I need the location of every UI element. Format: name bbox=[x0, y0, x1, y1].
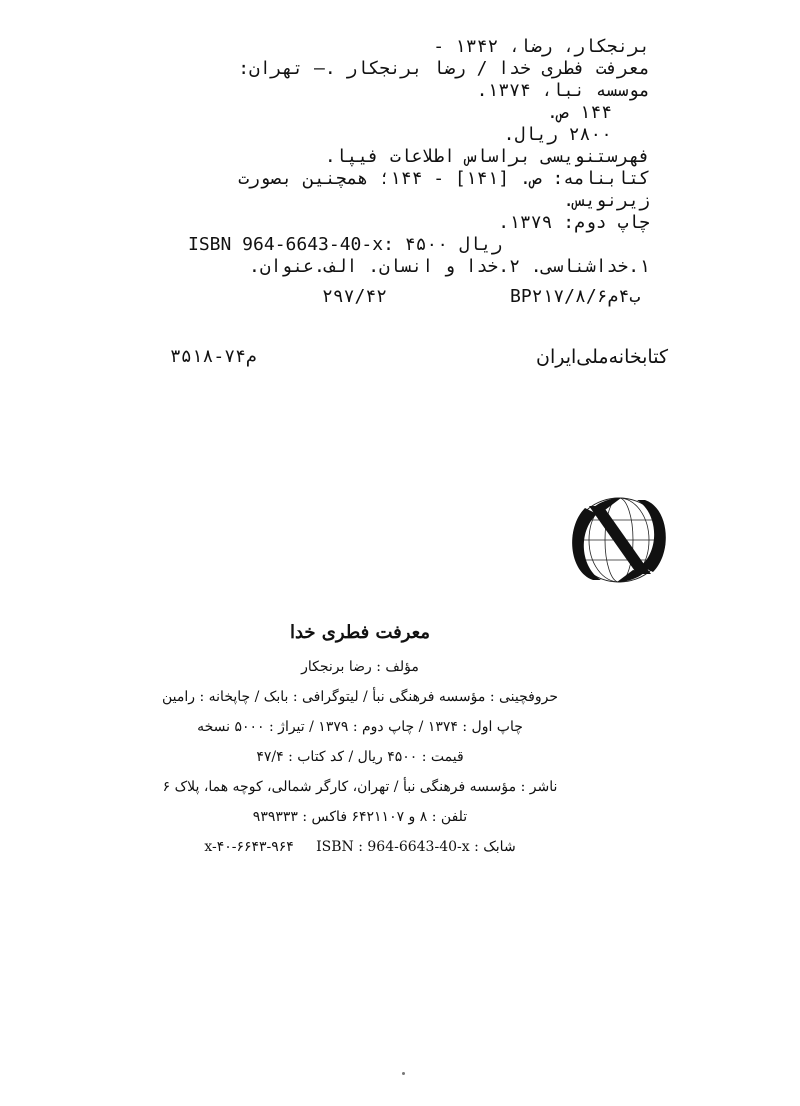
cip-pages-line: ۱۴۴ ص. bbox=[546, 102, 612, 123]
cip-title-line: معرفت فطری خدا / رضا برنجکار .— تهران: bbox=[238, 58, 650, 79]
dewey-number: ۲۹۷/۴۲ bbox=[322, 286, 388, 307]
imprint-block bbox=[80, 618, 640, 862]
publisher-line: ناشر : مؤسسه فرهنگی نبأ / تهران، کارگر شمالی، کوچه هما، پلاک ۶ bbox=[162, 779, 558, 795]
cip-fipa-line: فهرستنویسی براساس اطلاعات فیپا. bbox=[324, 146, 650, 167]
cip-bibliography-line: کتابنامه: ص. [۱۴۱] - ۱۴۴؛ همچنین بصورت bbox=[238, 168, 650, 189]
cip-subjects-line: ۱.خداشناسی. ۲.خدا و انسان. الف.عنوان. bbox=[249, 256, 650, 277]
library-row bbox=[0, 346, 800, 374]
cip-footnote-line: زیرنویس. bbox=[563, 190, 650, 211]
book-title: معرفت فطری خدا bbox=[289, 622, 431, 643]
cip-record bbox=[10, 36, 650, 278]
author-line: مؤلف : رضا برنجکار bbox=[301, 659, 419, 675]
cip-edition-line: چاپ دوم: ۱۳۷۹. bbox=[498, 212, 650, 233]
page-speck bbox=[402, 1072, 405, 1075]
cip-price-line: ۲۸۰۰ ریال. bbox=[503, 124, 612, 145]
print-info-line: چاپ اول : ۱۳۷۴ / چاپ دوم : ۱۳۷۹ / تیراژ : ۵۰۰۰ نسخه bbox=[197, 719, 523, 735]
library-record-number: م۷۴-۳۵۱۸ bbox=[170, 346, 257, 367]
isbn-persian: شابک : x-۴۰-۶۶۴۳-۹۶۴ bbox=[204, 839, 516, 855]
classification-row bbox=[0, 286, 800, 310]
lc-call-number: BP۲۱۷/۸/ب۴م۶ bbox=[510, 286, 641, 307]
publisher-logo-icon bbox=[563, 488, 675, 592]
price-line: قیمت : ۴۵۰۰ ریال / کد کتاب : ۴۷/۴ bbox=[256, 749, 464, 765]
isbn-latin: ISBN : 964-6643-40-x bbox=[316, 839, 470, 855]
cip-publisher-line: موسسه نبا، ۱۳۷۴. bbox=[476, 80, 650, 101]
phone-line: تلفن : ۸ و ۶۴۲۱۱۰۷ فاکس : ۹۳۹۳۳۳ bbox=[252, 809, 468, 825]
cip-author-line: برنجکار، رضا، ۱۳۴۲ - bbox=[433, 36, 650, 57]
isbn-line bbox=[80, 832, 640, 862]
production-line: حروفچینی : مؤسسه فرهنگی نبأ / لیتوگرافی : بابک / چاپخانه : رامین bbox=[162, 689, 558, 705]
cip-isbn-line: ISBN 964-6643-40-x: ۴۵۰۰ ریال bbox=[188, 234, 503, 255]
national-library-name: کتابخانه‌ملی‌ایران bbox=[536, 346, 668, 368]
